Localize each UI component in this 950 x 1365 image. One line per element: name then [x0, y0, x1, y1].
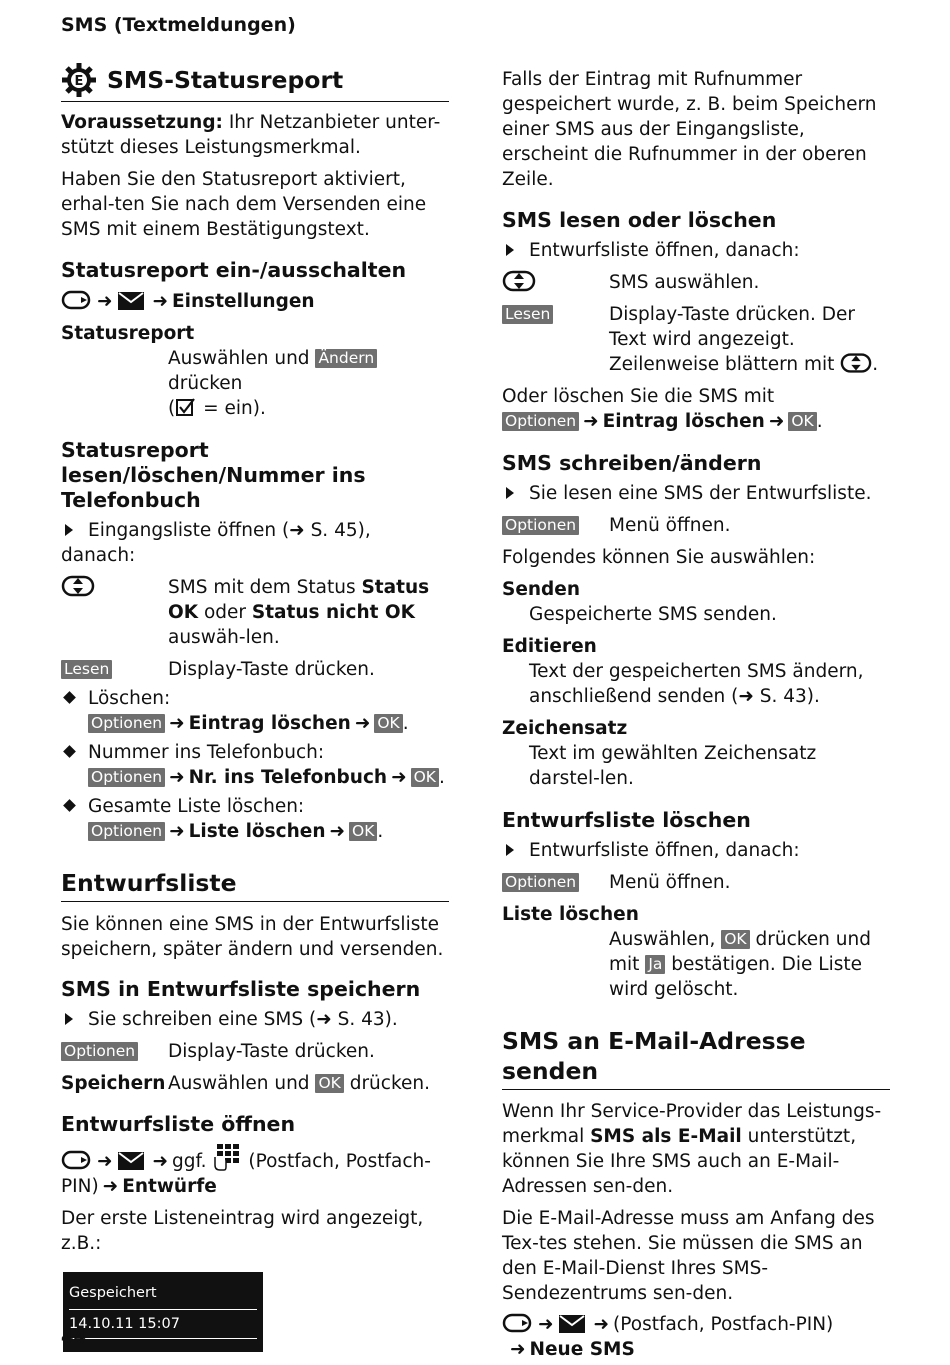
display-divider	[69, 1338, 257, 1339]
menu-key-icon	[61, 1149, 93, 1171]
display-line-2: 14.10.11 15:07	[69, 1316, 180, 1332]
menu-item-einstellungen: Einstellungen	[172, 291, 315, 312]
display-divider	[69, 1309, 257, 1310]
checkbox-checked-icon	[175, 396, 197, 418]
menu-key-icon	[61, 289, 93, 311]
status-ok: Status OK	[168, 577, 430, 623]
handset-display	[63, 1272, 263, 1352]
bullet-diamond-icon	[61, 794, 88, 819]
text: drücken.	[349, 1073, 430, 1094]
text: Auswählen,	[609, 929, 716, 950]
menu-path: Optionen ➜ Eintrag löschen ➜ OK .	[502, 409, 890, 434]
keypad-press-icon	[212, 1143, 242, 1171]
section-title: SMS-Statusreport	[107, 66, 344, 94]
option-label: Senden	[502, 579, 581, 600]
section-email: SMS an E-Mail-Adresse senden	[502, 1026, 890, 1090]
arrow-icon: ➜	[97, 1151, 113, 1172]
ok-key: OK	[315, 1074, 343, 1093]
ok-key: OK	[349, 822, 377, 841]
text: .	[872, 354, 879, 375]
prereq-label: Voraussetzung:	[61, 112, 223, 133]
ok-key: OK	[788, 412, 816, 431]
key-cell	[502, 513, 609, 538]
menu-item: Eintrag löschen	[188, 713, 351, 734]
option-text: Gespeicherte SMS senden.	[529, 604, 777, 625]
envelope-icon	[117, 1151, 145, 1171]
step	[61, 518, 449, 568]
item-description	[61, 346, 449, 421]
page-number: 44	[61, 1327, 87, 1348]
bullet-diamond-icon	[61, 740, 88, 765]
arrow-icon: ➜	[289, 520, 305, 541]
text: Auswählen und	[168, 348, 310, 369]
left-column	[61, 62, 449, 1352]
option-label: Zeichensatz	[502, 718, 628, 739]
menu-item-entwuerfe: Entwürfe	[122, 1176, 217, 1197]
optionen-key: Optionen	[88, 768, 165, 787]
optionen-row	[61, 1039, 449, 1064]
bullet-item	[61, 740, 449, 765]
arrow-icon: ➜	[510, 1339, 526, 1360]
step	[502, 238, 890, 263]
value-cell: Menü öffnen.	[609, 515, 731, 536]
key-cell	[61, 575, 168, 650]
lesen-key: Lesen	[502, 305, 553, 324]
value-cell: SMS auswählen.	[609, 272, 760, 293]
menu-path	[61, 1143, 449, 1199]
text: SMS mit dem Status	[168, 577, 362, 598]
bullet-path: Optionen ➜ Liste löschen ➜ OK .	[61, 819, 449, 844]
svg-text:E: E	[74, 74, 84, 89]
paragraph: Der erste Listeneintrag wird angezeigt, z.B.:	[61, 1208, 424, 1254]
paragraph: Die E-Mail-Adresse muss am Anfang des Tex-tes stehen. Sie müssen die SMS an den E-Mail-Dienst Ihres SMS-Sendezentrums sen-den.	[502, 1208, 875, 1304]
aendern-key: Ändern	[315, 349, 377, 368]
value-cell: Display-Taste drücken.	[168, 659, 375, 680]
speichern-row	[61, 1071, 449, 1096]
ok-key: OK	[374, 714, 402, 733]
value-cell	[609, 302, 890, 377]
key-cell	[502, 302, 609, 377]
navigation-up-down-key-icon	[502, 270, 536, 292]
menu-path	[61, 289, 449, 314]
paragraph: Haben Sie den Statusreport aktiviert, erhal-ten Sie nach dem Versenden eine SMS mit einem Bestätigungstext.	[61, 169, 427, 240]
key-cell	[502, 270, 609, 295]
navigation-up-down-key-icon	[61, 575, 95, 597]
arrow-icon: ➜	[738, 686, 754, 707]
arrow-icon: ➜	[169, 821, 185, 842]
menu-item: Liste löschen	[188, 821, 326, 842]
text: Gesamte Liste löschen:	[88, 796, 305, 817]
text: S. 43).	[331, 1009, 398, 1030]
subsection-title: SMS in Entwurfsliste speichern	[61, 977, 421, 1001]
arrow-icon: ➜	[583, 411, 599, 432]
right-column	[502, 67, 890, 1362]
text: Nummer ins Telefonbuch:	[88, 742, 325, 763]
value-cell: Display-Taste drücken.	[168, 1041, 375, 1062]
paragraph	[502, 1099, 890, 1199]
option-text: Text im gewählten Zeichensatz darstel-len.	[529, 743, 817, 789]
feature-name: SMS als E-Mail	[590, 1126, 742, 1147]
menu-item: Nr. ins Telefonbuch	[188, 767, 388, 788]
lesen-row	[61, 657, 449, 682]
text: = ein).	[197, 398, 266, 419]
step-triangle-icon	[61, 518, 88, 543]
menu-item: Eintrag löschen	[602, 411, 765, 432]
bullet-item	[61, 794, 449, 819]
item-label: Statusreport	[61, 323, 195, 344]
step	[61, 1007, 449, 1032]
optionen-row	[502, 870, 890, 895]
menu-key-icon	[502, 1312, 534, 1334]
lesen-key: Lesen	[61, 660, 112, 679]
lesen-row	[502, 302, 890, 377]
step-triangle-icon	[502, 238, 529, 263]
expert-mode-gear-icon	[61, 62, 97, 98]
text: (	[168, 398, 176, 419]
option-label: Editieren	[502, 636, 597, 657]
optionen-key: Optionen	[88, 714, 165, 733]
subsection-title: Statusreport lesen/löschen/Nummer ins Telefonbuch	[61, 438, 366, 512]
subsection-title: Entwurfsliste öffnen	[61, 1112, 296, 1136]
ok-key: OK	[411, 768, 439, 787]
menu-path	[502, 1312, 890, 1362]
select-row	[502, 270, 890, 295]
section-entwurfsliste: Entwurfsliste	[61, 868, 449, 902]
arrow-icon: ➜	[152, 291, 169, 312]
step	[502, 838, 890, 863]
bullet-path: Optionen ➜ Nr. ins Telefonbuch ➜ OK .	[61, 765, 449, 790]
key-cell	[502, 870, 609, 895]
key-cell: Speichern	[61, 1073, 166, 1094]
arrow-icon: ➜	[152, 1151, 169, 1172]
text: drücken und mit	[609, 929, 871, 975]
select-row	[61, 575, 449, 650]
optionen-key: Optionen	[502, 412, 579, 431]
arrow-icon: ➜	[316, 1009, 332, 1030]
paragraph: Oder löschen Sie die SMS mit	[502, 386, 775, 407]
display-line-1: Gespeichert	[69, 1285, 157, 1301]
subsection-title: Statusreport ein-/ausschalten	[61, 258, 407, 282]
step-triangle-icon	[502, 838, 529, 863]
bullet-diamond-icon	[61, 686, 88, 711]
text: ggf.	[172, 1151, 207, 1172]
paragraph: Falls der Eintrag mit Rufnummer gespeichert wurde, z. B. beim Speichern einer SMS aus der Eingangsliste, erscheint die Rufnummer in der oberen Zeile.	[502, 69, 877, 190]
text: Text der gespeicherten SMS ändern, anschließend senden (	[529, 661, 864, 707]
navigation-up-down-key-icon	[840, 352, 872, 374]
page-header: SMS (Textmeldungen)	[61, 14, 296, 36]
text: drücken	[168, 373, 243, 394]
arrow-icon: ➜	[169, 713, 185, 734]
optionen-key: Optionen	[88, 822, 165, 841]
step	[502, 481, 890, 506]
arrow-icon: ➜	[768, 411, 785, 432]
text: Eingangsliste öffnen (	[88, 520, 290, 541]
text: Wenn Ihr Service-Provider das Leistungs-merkmal	[502, 1101, 882, 1147]
paragraph: Folgendes können Sie auswählen:	[502, 547, 816, 568]
text: unterstützt, können Sie Ihre SMS auch an E-Mail-Adressen sen-den.	[502, 1126, 857, 1197]
envelope-icon	[117, 291, 145, 311]
optionen-row	[502, 513, 890, 538]
text: Sie schreiben eine SMS (	[88, 1009, 317, 1030]
status-nicht-ok: Status nicht OK	[251, 602, 415, 623]
paragraph: Sie können eine SMS in der Entwurfsliste speichern, später ändern und versenden.	[61, 914, 444, 960]
text: oder	[198, 602, 252, 623]
prerequisite	[61, 110, 449, 160]
text: S. 43).	[753, 686, 820, 707]
text: S. 45), danach:	[61, 520, 371, 566]
item-label: Liste löschen	[502, 904, 639, 925]
arrow-icon: ➜	[329, 821, 346, 842]
text: Sie lesen eine SMS der Entwurfsliste.	[529, 483, 872, 504]
bullet-item	[61, 686, 449, 711]
arrow-icon: ➜	[169, 767, 185, 788]
bullet-path: Optionen ➜ Eintrag löschen ➜ OK .	[61, 711, 449, 736]
prereq-text: Ihr Netzanbieter unter-stützt dieses Leistungsmerkmal.	[61, 112, 441, 158]
text: bestätigen. Die Liste wird gelöscht.	[609, 954, 863, 1000]
option-text	[502, 659, 890, 709]
text: Display-Taste drücken. Der Text wird angezeigt. Zeilenweise blättern mit	[609, 304, 855, 375]
menu-item-neue-sms: Neue SMS	[529, 1339, 635, 1360]
arrow-icon: ➜	[593, 1314, 610, 1335]
key-cell	[61, 1039, 168, 1064]
envelope-icon	[558, 1314, 586, 1334]
text: Auswählen und	[168, 1073, 310, 1094]
text: Löschen:	[88, 688, 171, 709]
ok-key: OK	[721, 930, 749, 949]
ja-key: Ja	[645, 955, 665, 974]
value-cell: Menü öffnen.	[609, 872, 731, 893]
arrow-icon: ➜	[97, 291, 113, 312]
subsection-title: Entwurfsliste löschen	[502, 808, 751, 832]
optionen-key: Optionen	[502, 873, 579, 892]
key-cell	[61, 657, 168, 682]
value-cell	[168, 575, 449, 650]
arrow-icon: ➜	[538, 1314, 554, 1335]
optionen-key: Optionen	[502, 516, 579, 535]
arrow-icon: ➜	[354, 713, 371, 734]
text: Entwurfsliste öffnen, danach:	[529, 840, 800, 861]
step-triangle-icon	[502, 481, 529, 506]
value-cell	[168, 1071, 449, 1096]
text: Entwurfsliste öffnen, danach:	[529, 240, 800, 261]
text: auswäh-len.	[168, 627, 280, 648]
item-description	[502, 927, 890, 1002]
section-sms-statusreport	[61, 62, 449, 102]
subsection-title: SMS schreiben/ändern	[502, 451, 762, 475]
arrow-icon: ➜	[102, 1176, 119, 1197]
step-triangle-icon	[61, 1007, 88, 1032]
subsection-title: SMS lesen oder löschen	[502, 208, 777, 232]
arrow-icon: ➜	[391, 767, 407, 788]
optionen-key: Optionen	[61, 1042, 138, 1061]
text: (Postfach, Postfach-PIN)	[613, 1314, 834, 1335]
text: (Postfach, Postfach-PIN)	[61, 1151, 431, 1197]
